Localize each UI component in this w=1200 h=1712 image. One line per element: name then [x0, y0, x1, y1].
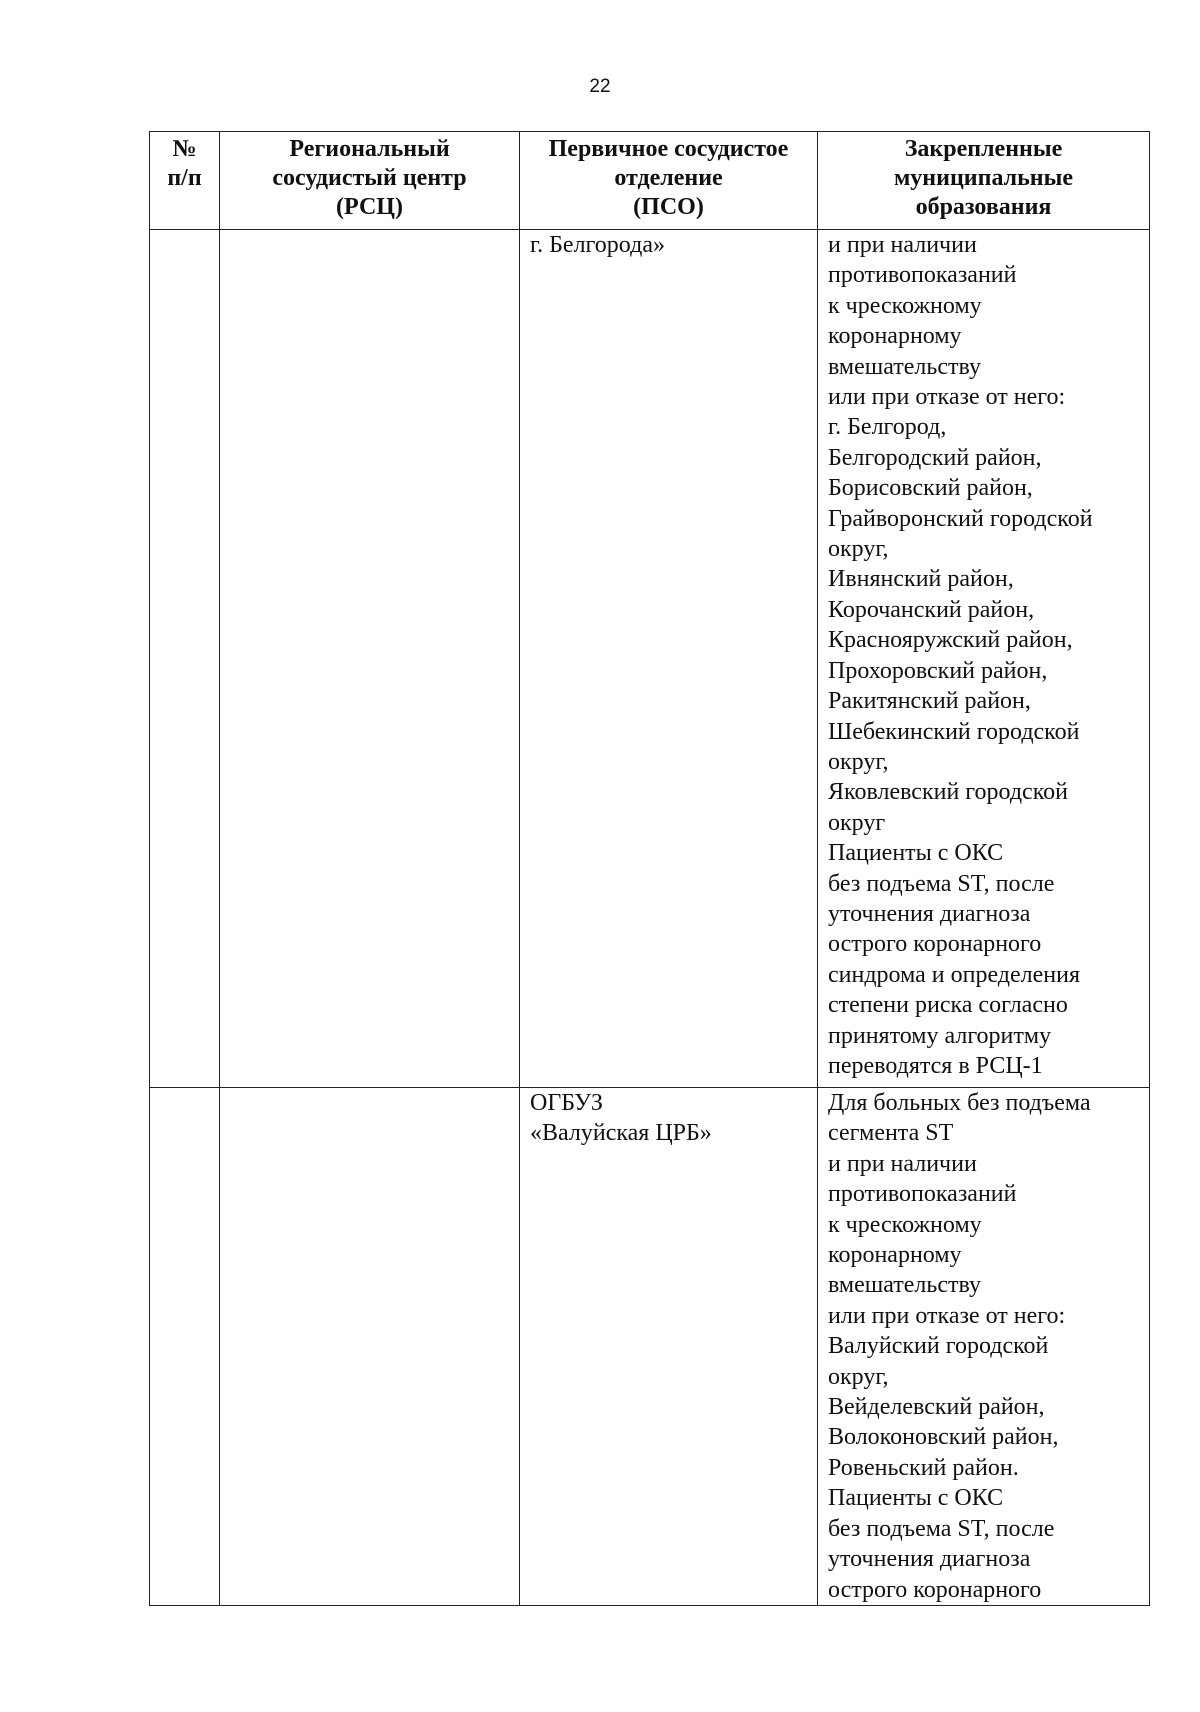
header-line: п/п: [167, 165, 202, 191]
text-line: переводятся в РСЦ-1: [828, 1052, 1043, 1079]
text-line: Борисовский район,: [828, 475, 1033, 502]
text-line: Краснояружский район,: [828, 627, 1073, 654]
header-line: образования: [915, 194, 1052, 220]
header-line: Закрепленные: [904, 136, 1063, 162]
pso-lines: [520, 230, 817, 260]
text-line: Валуйский городской: [828, 1333, 1049, 1360]
pso-lines: [520, 1088, 817, 1149]
municipality-lines: [818, 230, 1149, 1081]
header-line: (РСЦ): [336, 194, 403, 220]
text-line: или при отказе от него:: [828, 1302, 1066, 1329]
text-line: противопоказаний: [828, 262, 1017, 289]
text-line: г. Белгорода»: [530, 232, 665, 258]
text-line: Ровеньский район.: [828, 1454, 1019, 1481]
header-line: Региональный: [289, 136, 450, 162]
cell-municipalities: [818, 1088, 1150, 1606]
text-line: и при наличии: [828, 1150, 977, 1177]
text-line: или при отказе от него:: [828, 384, 1066, 411]
cell-municipalities: [818, 230, 1150, 1088]
municipality-assignment-table: [149, 131, 1150, 1606]
text-line: Ракитянский район,: [828, 688, 1031, 715]
text-line: Белгородский район,: [828, 444, 1042, 471]
header-number: [150, 132, 220, 230]
text-line: Волоконовский район,: [828, 1424, 1059, 1451]
header-rsc: [220, 132, 520, 230]
text-line: Шебекинский городской: [828, 718, 1080, 745]
text-line: округ: [828, 809, 886, 836]
text-line: Грайворонский городской: [828, 505, 1093, 532]
text-line: к чрескожному: [828, 1211, 982, 1238]
text-line: Яковлевский городской: [828, 779, 1068, 806]
text-line: синдрома и определения: [828, 961, 1081, 988]
text-line: противопоказаний: [828, 1181, 1017, 1208]
text-line: коронарному: [828, 323, 962, 350]
text-line: вмешательству: [828, 353, 981, 380]
cell-number: [150, 1088, 220, 1606]
text-line: ОГБУЗ: [530, 1090, 603, 1116]
text-line: округ,: [828, 536, 889, 563]
text-line: без подъема ST, после: [828, 870, 1055, 897]
text-line: и при наличии: [828, 232, 977, 258]
text-line: сегмента ST: [828, 1120, 954, 1147]
text-line: коронарному: [828, 1242, 962, 1269]
page-number: 22: [589, 76, 611, 97]
text-line: Прохоровский район,: [828, 657, 1048, 684]
cell-rsc: [220, 1088, 520, 1606]
text-line: Ивнянский район,: [828, 566, 1014, 593]
header-line: отделение: [614, 165, 723, 191]
cell-pso: [520, 1088, 818, 1606]
header-line: №: [172, 136, 197, 162]
table-header-row: [150, 132, 1150, 230]
text-line: без подъема ST, после: [828, 1515, 1055, 1542]
text-line: Корочанский район,: [828, 596, 1035, 623]
text-line: острого коронарного: [828, 931, 1042, 958]
header-pso: [520, 132, 818, 230]
cell-pso: [520, 230, 818, 1088]
text-line: округ,: [828, 1363, 889, 1390]
text-line: острого коронарного: [828, 1576, 1042, 1603]
text-line: «Валуйская ЦРБ»: [530, 1120, 712, 1147]
cell-rsc: [220, 230, 520, 1088]
text-line: принятому алгоритму: [828, 1022, 1052, 1049]
text-line: степени риска согласно: [828, 992, 1068, 1019]
header-line: (ПСО): [633, 194, 704, 220]
text-line: Пациенты с ОКС: [828, 1485, 1004, 1512]
text-line: к чрескожному: [828, 292, 982, 319]
text-line: округ,: [828, 748, 889, 775]
table-row: [150, 1088, 1150, 1606]
table-row: [150, 230, 1150, 1088]
header-municipalities: [818, 132, 1150, 230]
text-line: Для больных без подъема: [828, 1090, 1091, 1116]
header-line: сосудистый центр: [272, 165, 467, 191]
text-line: уточнения диагноза: [828, 1546, 1031, 1573]
header-line: Первичное сосудистое: [548, 136, 789, 162]
text-line: уточнения диагноза: [828, 900, 1031, 927]
text-line: Пациенты с ОКС: [828, 840, 1004, 867]
cell-number: [150, 230, 220, 1088]
text-line: г. Белгород,: [828, 414, 947, 441]
header-line: муниципальные: [893, 165, 1074, 191]
text-line: вмешательству: [828, 1272, 981, 1299]
municipality-lines: [818, 1088, 1149, 1605]
text-line: Вейделевский район,: [828, 1394, 1045, 1421]
